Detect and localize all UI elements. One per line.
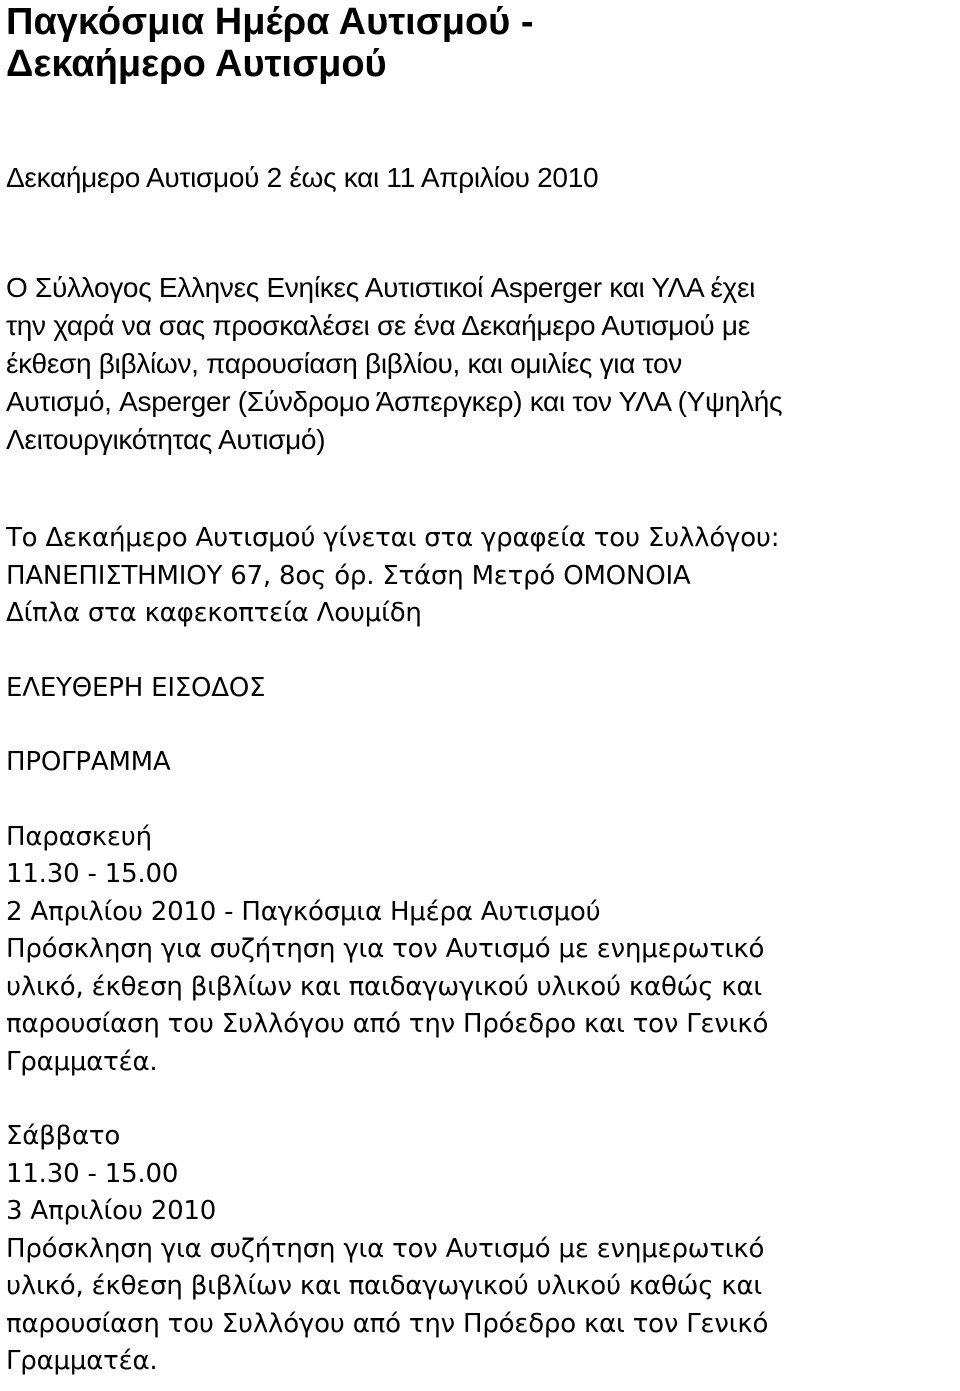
intro-line: έκθεση βιβλίων, παρουσίαση βιβλίου, και ομιλίες για τον (6, 348, 682, 379)
program-description-line: υλικό, έκθεση βιβλίων και παιδαγωγικού υλικού καθώς και (6, 1271, 763, 1301)
program-description-line: παρουσίαση του Συλλόγου από την Πρόεδρο και τον Γενικό (6, 1308, 769, 1339)
free-entry-text: ΕΛΕΥΘΕΡΗ ΕΙΣΟΔΟΣ (6, 672, 266, 703)
location-line: ΠΑΝΕΠΙΣΤΗΜΙΟΥ 67, 8ος όρ. Στάση Μετρό ΟΜΟΝΟΙΑ (6, 560, 691, 591)
program-day-friday (6, 819, 954, 1082)
intro-line: Αυτισμό, Asperger (Σύνδρομο Άσπεργκερ) και τον ΥΛΑ (Υψηλής (6, 386, 783, 417)
program-description-line: Πρόσκληση για συζήτηση για τον Αυτισμό με ενημερωτικό (6, 1233, 765, 1264)
event-subtitle (6, 159, 954, 197)
program-description-line: Γραμματέα. (6, 1346, 158, 1376)
intro-line: την χαρά να σας προσκαλέσει σε ένα Δεκαήμερο Αυτισμού με (6, 310, 750, 341)
intro-line: Ο Σύλλογος Ελληνες Ενηίκες Αυτιστικοί Asperger και ΥΛΑ έχει (6, 272, 756, 303)
program-description-line: παρουσίαση του Συλλόγου από την Πρόεδρο και τον Γενικό (6, 1009, 769, 1039)
program-description-line: υλικό, έκθεση βιβλίων και παιδαγωγικού υλικού καθώς και (6, 971, 763, 1002)
program-day: Σάββατο (6, 1121, 121, 1151)
subtitle-text: Δεκαήμερο Αυτισμού 2 έως και 11 Απριλίου 2010 (6, 162, 599, 193)
location-line: Δίπλα στα καφεκοπτεία Λουμίδη (6, 598, 422, 628)
intro-line: Λειτουργικότητας Αυτισμό) (6, 424, 326, 455)
program-date: 2 Απριλίου 2010 - Παγκόσμια Ημέρα Αυτισμού (6, 896, 601, 927)
location-paragraph (6, 520, 954, 633)
program-description-line: Γραμματέα. (6, 1046, 158, 1077)
program-description-line: Πρόσκληση για συζήτηση για τον Αυτισμό με ενημερωτικό (6, 934, 765, 964)
program-time: 11.30 - 15.00 (6, 1158, 179, 1189)
title-line-1: Παγκόσμια Ημέρα Αυτισμού - (6, 1, 534, 43)
intro-paragraph (6, 269, 954, 459)
program-date: 3 Απριλίου 2010 (6, 1196, 217, 1226)
location-line: Το Δεκαήμερο Αυτισμού γίνεται στα γραφεία του Συλλόγου: (6, 523, 780, 553)
program-heading (6, 744, 954, 782)
title-line-2: Δεκαήμερο Αυτισμού (6, 43, 387, 85)
page-title (6, 0, 954, 85)
program-time: 11.30 - 15.00 (6, 859, 179, 889)
program-day: Παρασκευή (6, 821, 152, 852)
program-heading-text: ΠΡΟΓΡΑΜΜΑ (6, 747, 171, 777)
free-entry-notice (6, 670, 954, 708)
program-day-saturday (6, 1118, 954, 1381)
